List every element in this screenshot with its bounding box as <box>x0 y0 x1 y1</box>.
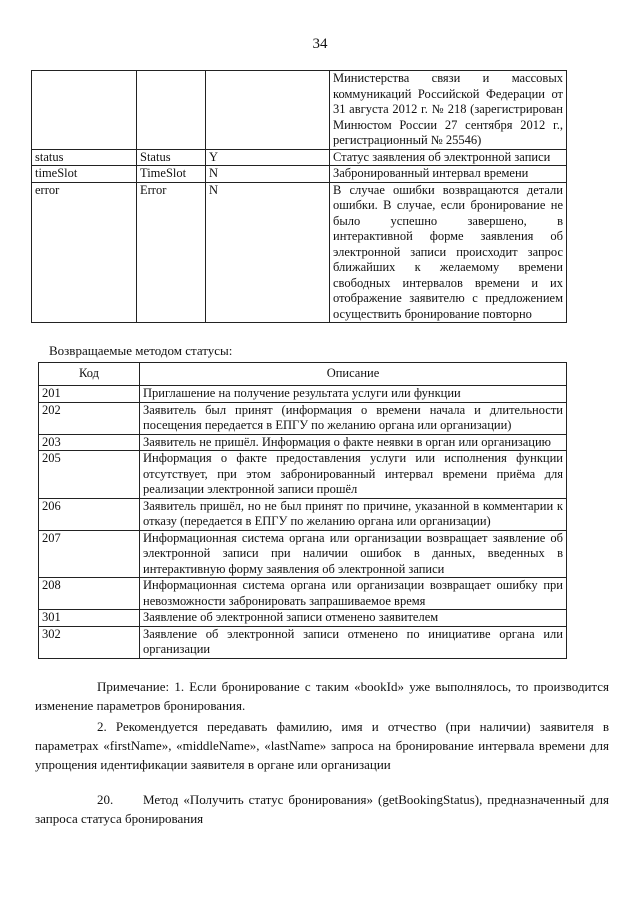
table-row <box>32 166 567 183</box>
field-name-cell: status <box>32 149 137 166</box>
page-number: 34 <box>312 36 328 52</box>
note-paragraph-1: Примечание: 1. Если бронирование с таким «bookId» уже выполнялось, то производится изменение параметров бронирования. <box>35 679 609 713</box>
status-description-cell: Заявитель пришёл, но не был принят по причине, указанной в комментарии к отказу (передается в ЕПГУ по желанию органа или организации) <box>140 498 567 530</box>
section-20-text: 20. Метод «Получить статус бронирования» (getBookingStatus), предназначенный для запроса статуса бронирования <box>35 792 609 826</box>
status-code-cell: 206 <box>39 498 140 530</box>
table-row <box>39 402 567 434</box>
note-paragraph-2: 2. Рекомендуется передавать фамилию, имя и отчество (при наличии) заявителя в параметрах «firstName», «middleName», «lastName» запроса на бронирование интервала времени для упрощения идентификации заявителя в органе или организации <box>35 719 609 772</box>
table-row <box>39 386 567 403</box>
table-row <box>39 498 567 530</box>
table-row <box>39 626 567 658</box>
status-description-cell: Информационная система органа или организации возвращает ошибку при невозможности забронировать запрашиваемое время <box>140 578 567 610</box>
status-description-cell: Заявление об электронной записи отменено заявителем <box>140 610 567 627</box>
field-type-cell: TimeSlot <box>137 166 206 183</box>
status-code-cell: 207 <box>39 530 140 578</box>
field-type-cell: Error <box>137 182 206 323</box>
field-required-cell: Y <box>206 149 330 166</box>
section-20 <box>35 790 609 828</box>
table-row <box>39 610 567 627</box>
status-description-cell: Информация о факте предоставления услуги или исполнения функции отсутствует, при этом забронированный интервал времени приёма для реализации электронной записи прошёл <box>140 451 567 499</box>
table-row <box>32 71 567 150</box>
status-description-cell: Заявление об электронной записи отменено по инициативе органа или организации <box>140 626 567 658</box>
field-description-cell: Статус заявления об электронной записи <box>330 149 567 166</box>
table-row <box>39 434 567 451</box>
description-column-header: Описание <box>140 363 567 386</box>
status-code-cell: 202 <box>39 402 140 434</box>
field-required-cell: N <box>206 166 330 183</box>
statuses-caption: Возвращаемые методом статусы: <box>49 343 233 358</box>
table-header-row <box>39 363 567 386</box>
status-code-cell: 201 <box>39 386 140 403</box>
status-description-cell: Информационная система органа или организации возвращает заявление об электронной записи при наличии ошибок в данных, введенных в интерактивную форму заявления об электронной записи <box>140 530 567 578</box>
table-row <box>39 530 567 578</box>
status-description-cell: Заявитель не пришёл. Информация о факте неявки в орган или организацию <box>140 434 567 451</box>
status-code-cell: 205 <box>39 451 140 499</box>
status-table <box>38 362 567 659</box>
note-block <box>35 677 609 774</box>
fields-table <box>31 70 567 323</box>
field-description-cell: Забронированный интервал времени <box>330 166 567 183</box>
field-name-cell: timeSlot <box>32 166 137 183</box>
field-description-cell: В случае ошибки возвращаются детали ошибки. В случае, если бронирование не было успешно завершено, в интерактивной форме заявления об электронной записи происходит запрос ближайших к желаемому времени свободных интервалов времени и их отображение заявителю с предложением осуществить бронирование повторно <box>330 182 567 323</box>
status-description-cell: Приглашение на получение результата услуги или функции <box>140 386 567 403</box>
field-name-cell: error <box>32 182 137 323</box>
status-code-cell: 208 <box>39 578 140 610</box>
status-code-cell: 302 <box>39 626 140 658</box>
field-type-cell <box>137 71 206 150</box>
field-required-cell: N <box>206 182 330 323</box>
field-description-cell: Министерства связи и массовых коммуникаций Российской Федерации от 31 августа 2012 г. № 218 (зарегистрирован Минюстом России 27 сентября 2012 г., регистрационный № 25546) <box>330 71 567 150</box>
table-row <box>32 149 567 166</box>
field-type-cell: Status <box>137 149 206 166</box>
status-code-cell: 203 <box>39 434 140 451</box>
code-column-header: Код <box>39 363 140 386</box>
table-row <box>39 578 567 610</box>
field-required-cell <box>206 71 330 150</box>
table-row <box>39 451 567 499</box>
status-code-cell: 301 <box>39 610 140 627</box>
table-row <box>32 182 567 323</box>
status-description-cell: Заявитель был принят (информация о времени начала и длительности посещения передается в ЕПГУ по желанию органа или организации) <box>140 402 567 434</box>
field-name-cell <box>32 71 137 150</box>
